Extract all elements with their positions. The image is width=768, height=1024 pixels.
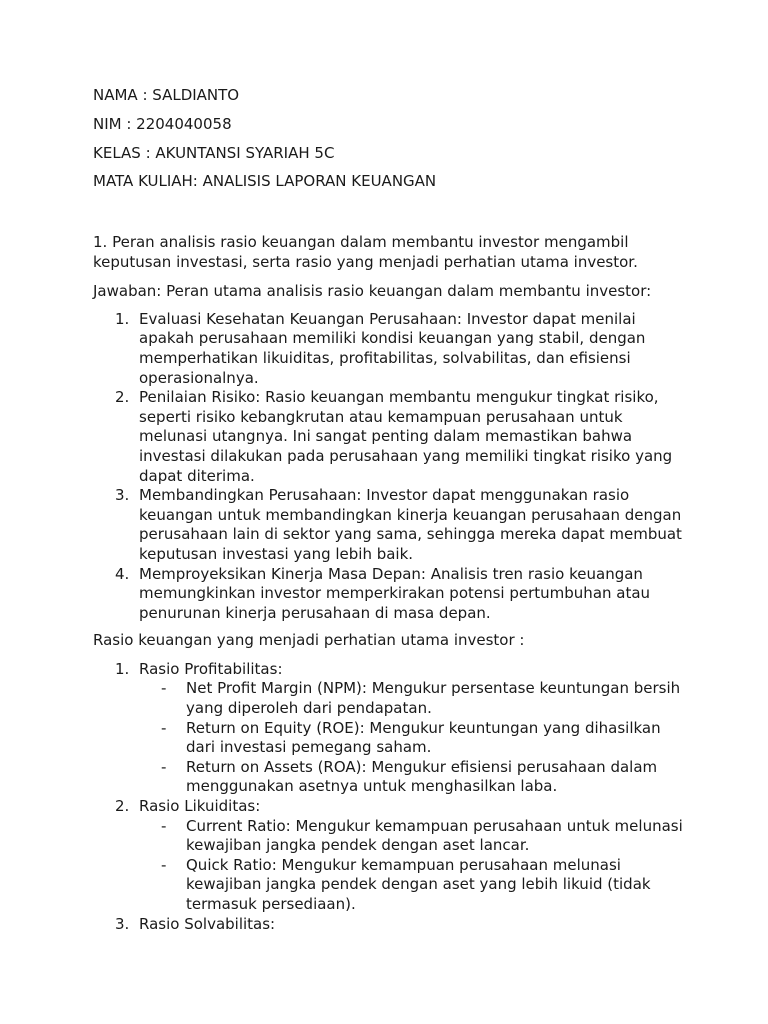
student-header [93,86,436,201]
list-number: 3. [115,914,130,933]
ratio-title: Rasio Solvabilitas: [139,914,276,933]
list-number: 1. [115,309,130,328]
sub-list-item [139,856,683,915]
ratio-title: Rasio Profitabilitas: [139,659,283,678]
sub-list [139,817,683,915]
roles-list [93,310,683,624]
list-item [93,310,683,388]
sub-list-item [139,719,683,758]
sub-list [139,679,683,797]
list-item [93,915,683,935]
list-number: 2. [115,797,130,816]
sub-list-item [139,758,683,797]
dash-bullet: - [161,718,167,737]
list-item [93,797,683,915]
dash-bullet: - [161,855,167,874]
list-number: 2. [115,388,130,407]
dash-bullet: - [161,816,167,835]
list-item [93,565,683,624]
answer-intro: Jawaban: Peran utama analisis rasio keuangan dalam membantu investor: [93,282,652,301]
sub-item-text: Quick Ratio: Mengukur kemampuan perusahaan melunasi kewajiban jangka pendek dengan aset yang lebih likuid (tidak termasuk persediaan). [186,855,651,913]
sub-list-item [139,679,683,718]
ratios-intro: Rasio keuangan yang menjadi perhatian utama investor : [93,631,525,650]
dash-bullet: - [161,757,167,776]
list-item [93,388,683,486]
ratios-list [93,660,683,934]
sub-item-text: Return on Assets (ROA): Mengukur efisiensi perusahaan dalam menggunakan asetnya untuk menghasilkan laba. [186,757,658,796]
question-text: 1. Peran analisis rasio keuangan dalam membantu investor mengambil keputusan investasi, serta rasio yang menjadi perhatian utama investor. [93,233,638,271]
list-item-text: Penilaian Risiko: Rasio keuangan membantu mengukur tingkat risiko, seperti risiko kebangkrutan atau kemampuan perusahaan untuk melunasi utangnya. Ini sangat penting dalam memastikan bahwa investasi dilakukan pada perusahaan yang memiliki tingkat risiko yang dapat diterima. [139,388,673,485]
sub-item-text: Return on Equity (ROE): Mengukur keuntungan yang dihasilkan dari investasi pemegang saham. [186,718,661,757]
list-number: 3. [115,486,130,505]
list-item-text: Membandingkan Perusahaan: Investor dapat menggunakan rasio keuangan untuk membandingkan kinerja keuangan perusahaan dengan perusahaan lain di sektor yang sama, sehingga mereka dapat membuat keputusan investasi yang lebih baik. [139,486,682,563]
student-nim: NIM : 2204040058 [93,114,232,133]
list-item [93,660,683,797]
student-class: KELAS : AKUNTANSI SYARIAH 5C [93,143,335,162]
list-item-text: Memproyeksikan Kinerja Masa Depan: Analisis tren rasio keuangan memungkinkan investor memperkirakan potensi pertumbuhan atau penurunan kinerja perusahaan di masa depan. [139,564,651,622]
ratio-title: Rasio Likuiditas: [139,797,261,816]
list-number: 4. [115,564,130,583]
course-name: MATA KULIAH: ANALISIS LAPORAN KEUANGAN [93,172,437,191]
list-item [93,486,683,564]
list-number: 1. [115,659,130,678]
dash-bullet: - [161,679,167,698]
document-body [93,233,683,934]
student-name: NAMA : SALDIANTO [93,86,240,104]
sub-item-text: Net Profit Margin (NPM): Mengukur persentase keuntungan bersih yang diperoleh dari pendapatan. [186,679,681,718]
sub-list-item [139,817,683,856]
sub-item-text: Current Ratio: Mengukur kemampuan perusahaan untuk melunasi kewajiban jangka pendek dengan aset lancar. [186,816,683,855]
list-item-text: Evaluasi Kesehatan Keuangan Perusahaan: Investor dapat menilai apakah perusahaan memiliki kondisi keuangan yang stabil, dengan memperhatikan likuiditas, profitabilitas, solvabilitas, dan efisiensi operasionalnya. [139,309,646,387]
